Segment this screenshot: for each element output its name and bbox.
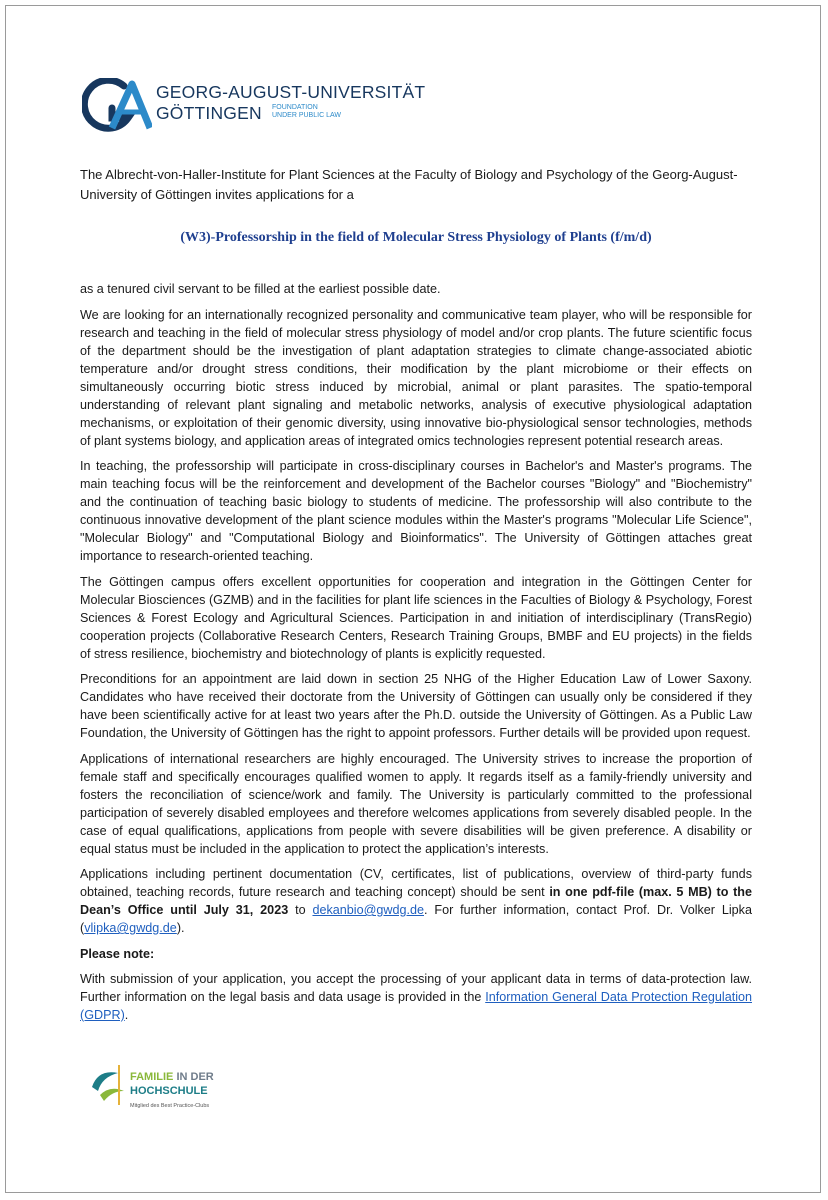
application-text-to: to [288, 903, 313, 917]
paragraph-campus: The Göttingen campus offers excellent opportunities for cooperation and integration in the Göttingen Center for Molecular Biosciences (GZMB) and in the facilities for plant life sciences in the Faculties of Biology & Psychology, Forest Sciences & Forest Ecology and Agricultural Sciences. Participation in and initiation of interdisciplinary (TransRegio) cooperation projects (Collaborative Research Centers, Research Training Groups, BMBF and EU projects) in the fields of stress resilience, biochemistry and biotechnology of plants is explicitly requested. [80, 574, 752, 661]
announcement-body [80, 280, 752, 1032]
logo-subtitle-line2: UNDER PUBLIC LAW [272, 112, 341, 119]
family-logo-word-familie: FAMILIE [130, 1071, 174, 1083]
application-deadline: in one pdf-file (max. 5 MB) to the Dean’s Office until July 31, 2023 [80, 885, 752, 917]
ga-emblem-icon [82, 78, 152, 134]
family-logo-emblem-icon [88, 1065, 128, 1105]
dean-office-email-link[interactable]: dekanbio@gwdg.de [312, 903, 424, 917]
application-contact-text: . For further information, contact Prof. Dr. Volker Lipka ( [80, 903, 752, 935]
university-logo [82, 78, 426, 134]
intro-text: The Albrecht-von-Haller-Institute for Plant Sciences at the Faculty of Biology and Psychology of the Georg-August-University of Göttingen invites applications for a [80, 167, 738, 202]
family-logo-member-text: Mitglied des Best Practice-Clubs [130, 1103, 210, 1109]
note-end: . [124, 1008, 129, 1022]
logo-city-name: GÖTTINGEN [156, 103, 262, 123]
paragraph-note [80, 970, 752, 1024]
paragraph-tenure: as a tenured civil servant to be filled at the earliest possible date. [80, 282, 441, 296]
logo-university-name: GEORG-AUGUST-UNIVERSITÄT [156, 82, 426, 102]
application-text-end: ). [176, 921, 185, 935]
note-heading: Please note: [80, 946, 155, 961]
logo-subtitle [272, 104, 341, 120]
application-text: Applications including pertinent documentation (CV, certificates, list of publications, overview of third-party funds obtained, teaching records, future research and teaching concept) should be sent [80, 867, 752, 899]
family-university-logo [88, 1065, 214, 1115]
position-title: (W3)-Professorship in the field of Molecular Stress Physiology of Plants (f/m/d) [180, 230, 652, 245]
contact-email-link[interactable]: vlipka@gwdg.de [84, 921, 177, 935]
family-logo-word-in-der: IN DER [173, 1071, 214, 1083]
family-logo-line2: HOCHSCHULE [130, 1085, 208, 1097]
note-text: With submission of your application, you accept the processing of your applicant data in terms of data-protection law. Further information on the legal basis and data usage is provided in the [80, 972, 752, 1004]
logo-subtitle-line1: FOUNDATION [272, 104, 318, 111]
paragraph-research: We are looking for an internationally recognized personality and communicative team player, who will be responsible for research and teaching in the field of molecular stress physiology of model and/or crop plants. The future scientific focus of the department should be the investigation of plant adaptation strategies to climate change-associated abiotic temperature and/or drought stress conditions, their modification by the plant microbiome or their effects on simultaneously occurring biotic stress induced by microbial, animal or plant parasites. The spatio-temporal understanding of relevant plant signaling and metabolic networks, analysis of executive physiological adaptation mechanisms, or exploitation of their genomic diversity, using innovative bio-physiological sensor technologies, methods of plant systems biology, and application areas of integrated omics technologies represent potential research areas. [80, 307, 752, 448]
gdpr-link[interactable]: Information General Data Protection Regulation (GDPR) [80, 990, 752, 1022]
paragraph-preconditions: Preconditions for an appointment are laid down in section 25 NHG of the Higher Education Law of Lower Saxony. Candidates who have received their doctorate from the University of Göttingen can usually only be considered if they have been scientifically active for at least two years after the Ph.D. outside the University of Göttingen. As a Public Law Foundation, the University of Göttingen has the right to appoint professors. Further details will be provided upon request. [80, 672, 752, 740]
paragraph-equality: Applications of international researchers are highly encouraged. The University strives to increase the proportion of female staff and specifically encourages qualified women to apply. It regards itself as a family-friendly university and fosters the reconciliation of science/work and family. The University is particularly committed to the professional participation of severely disabled employees and therefore welcomes applications from severely disabled people. In the case of equal qualifications, applications from people with severe disabilities will be given preference. A disability or equal status must be included in the application to protect the application’s interests. [80, 751, 752, 856]
family-logo-line1 [130, 1071, 214, 1083]
paragraph-application [80, 865, 752, 937]
paragraph-teaching: In teaching, the professorship will participate in cross-disciplinary courses in Bachelor's and Master's programs. The main teaching focus will be the reinforcement and development of the Bachelor courses "Biology" and "Biochemistry" and the continuation of teaching basic biology to students of medicine. The professorship will also contribute to the continuous innovative development of the plant science modules within the Master's programs "Molecular Life Science", "Molecular Biology" and "Computational Biology and Bioinformatics". The University of Göttingen attaches great importance to research-oriented teaching. [80, 459, 752, 563]
